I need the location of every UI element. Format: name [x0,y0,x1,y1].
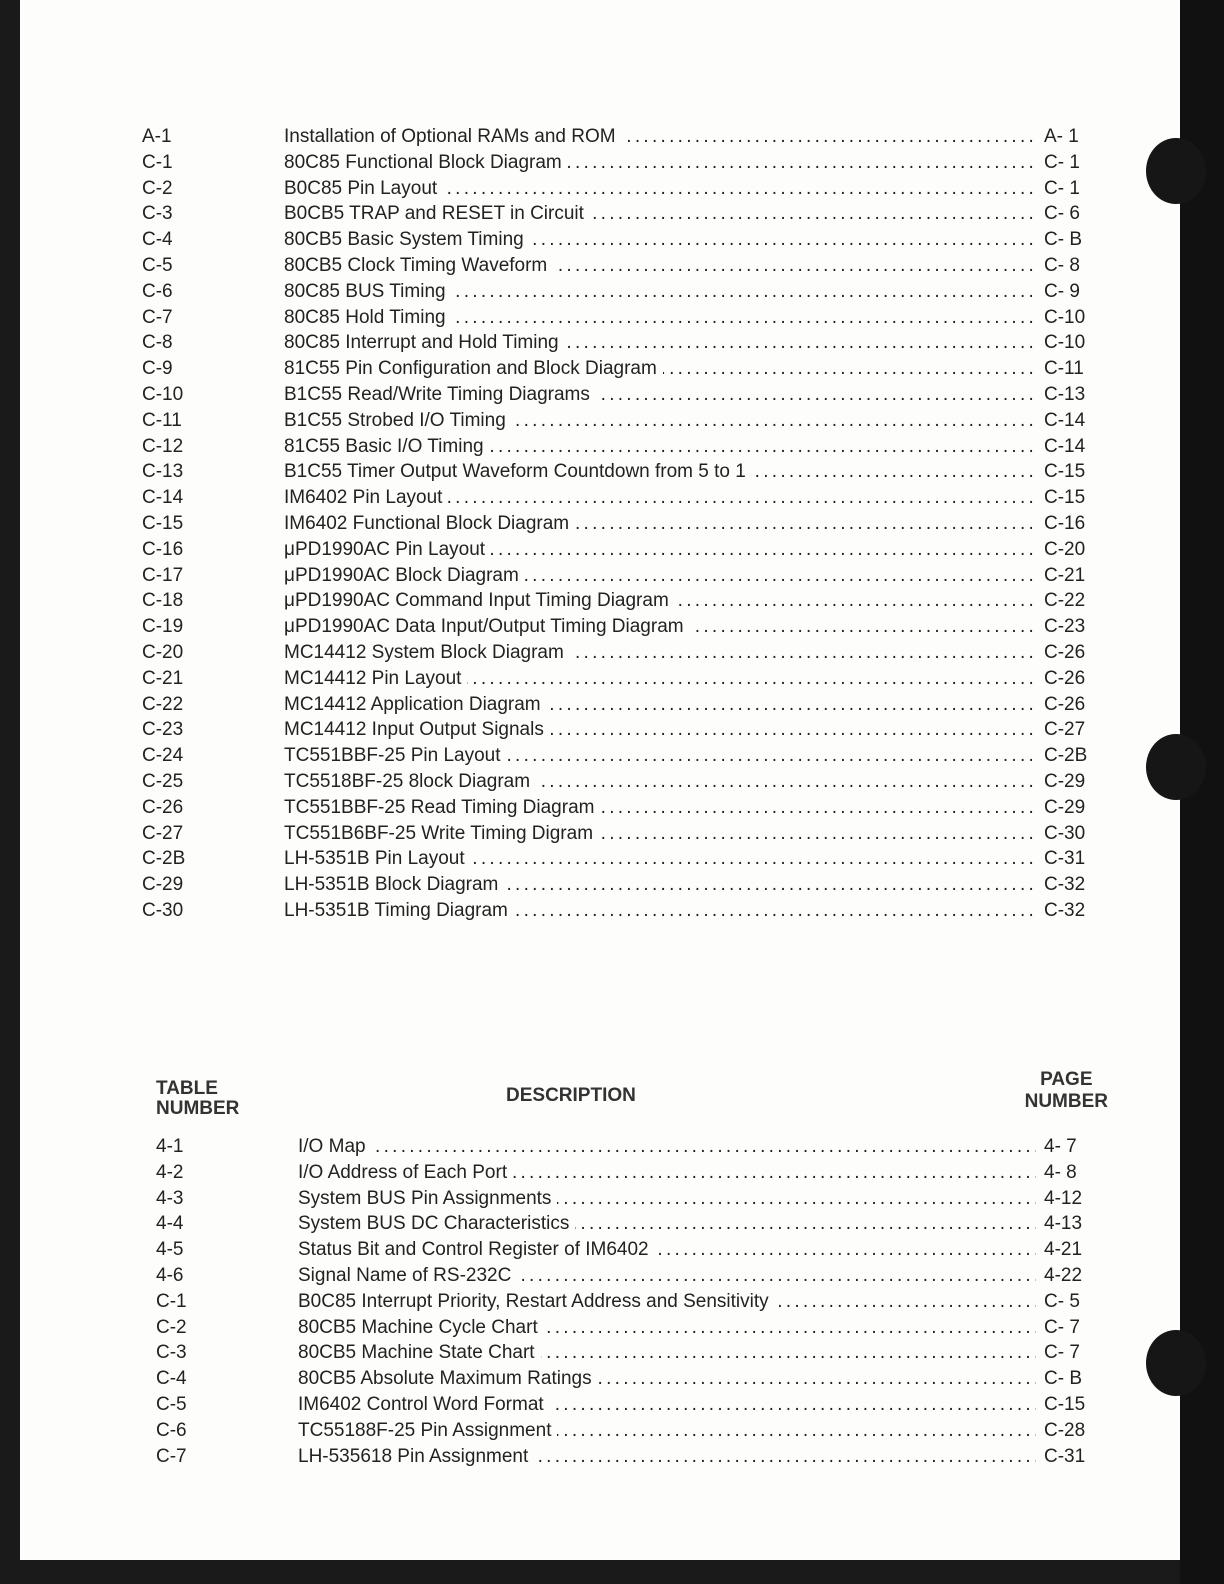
figure-entry [142,692,1108,718]
entry-page-number: C-14 [1044,435,1086,457]
entry-page-number: C-27 [1044,719,1086,741]
table-number-heading: TABLE NUMBER [156,1078,240,1119]
entry-number: C-21 [142,667,184,689]
figure-entry [142,614,1108,640]
table-entry [156,1340,1108,1366]
entry-number: 4-4 [156,1213,184,1235]
figure-entry [142,640,1108,666]
figure-entry [142,563,1108,589]
entry-page-number: C-28 [1044,1419,1086,1441]
entry-number: C-6 [156,1419,187,1441]
entry-number: C-30 [142,899,184,921]
entry-number: C-2B [142,848,186,870]
figure-entry [142,305,1108,331]
entry-description: IM6402 Pin Layout . . . [284,485,1036,511]
entry-description: TC551B6BF-25 Write Timing Digram . . . [284,821,1036,847]
entry-number: C-26 [142,796,184,818]
entry-description: B0C85 Interrupt Priority, Restart Address and Sensitivity . . . [298,1289,1036,1315]
entry-number: A-1 [142,126,172,147]
entry-page-number: C-14 [1044,409,1086,431]
entry-number: C-18 [142,590,184,612]
table-entry [156,1160,1108,1186]
table-entry [156,1366,1108,1392]
table-entry [156,1315,1108,1341]
figure-entry [142,588,1108,614]
entry-number: C-7 [156,1445,187,1467]
entry-page-number: C- 9 [1044,280,1080,302]
entry-page-number: C-20 [1044,538,1086,560]
figure-entry [142,769,1108,795]
entry-number: C-1 [142,151,173,173]
entry-number: 4-6 [156,1264,184,1286]
entry-page-number: C-31 [1044,1445,1086,1467]
entry-page-number: C-30 [1044,822,1086,844]
list-of-figures [142,124,1108,924]
entry-description: 80C85 BUS Timing . . . [284,279,1036,305]
entry-description: TC5518BF-25 8lock Diagram . . . [284,769,1036,795]
entry-number: C-20 [142,641,184,663]
entry-description: LH-5351B Pin Layout . . . [284,846,1036,872]
figure-entry [142,795,1108,821]
entry-page-number: C-11 [1044,358,1084,380]
figure-entry [142,821,1108,847]
entry-description: 80CB5 Basic System Timing . . . [284,227,1036,253]
entry-number: C-5 [142,254,173,276]
figure-entry [142,511,1108,537]
figure-entry [142,253,1108,279]
entry-page-number: C- 6 [1044,203,1080,225]
entry-description: MC14412 Pin Layout . . . [284,666,1036,692]
figure-entry [142,872,1108,898]
entry-description: LH-535618 Pin Assignment . . . [298,1444,1036,1470]
entry-page-number: 4- 7 [1044,1136,1077,1157]
entry-page-number: C- 1 [1044,177,1080,199]
figure-entry [142,537,1108,563]
entry-page-number: C-10 [1044,306,1086,328]
entry-description: System BUS DC Characteristics . . . [298,1211,1036,1237]
figure-entry [142,382,1108,408]
entry-page-number: C-32 [1044,874,1086,896]
entry-description: Signal Name of RS-232C . . . [298,1263,1036,1289]
entry-description: μPD1990AC Command Input Timing Diagram . . . [284,588,1036,614]
entry-description: TC55188F-25 Pin Assignment . . . [298,1418,1036,1444]
entry-description: I/O Address of Each Port . . . [298,1160,1036,1186]
figure-entry [142,124,1108,150]
entry-description: 80CB5 Absolute Maximum Ratings . . . [298,1366,1036,1392]
entry-page-number: C- 7 [1044,1316,1080,1338]
entry-description: System BUS Pin Assignments . . . [298,1186,1036,1212]
entry-number: 4-2 [156,1161,184,1183]
entry-description: B1C55 Read/Write Timing Diagrams . . . [284,382,1036,408]
figure-entry [142,176,1108,202]
entry-page-number: C- 1 [1044,151,1080,173]
entry-description: 80CB5 Clock Timing Waveform . . . [284,253,1036,279]
entry-number: C-7 [142,306,173,328]
table-list-header [156,1069,1108,1125]
figure-entry [142,279,1108,305]
entry-number: C-2 [142,177,173,199]
entry-number: C-15 [142,512,184,534]
entry-number: C-23 [142,719,184,741]
figure-entry [142,201,1108,227]
entry-number: 4-1 [156,1136,184,1157]
entry-page-number: C- 7 [1044,1342,1080,1364]
entry-description: B0CB5 TRAP and RESET in Circuit . . . [284,201,1036,227]
page-number-heading: PAGE NUMBER [1024,1069,1108,1112]
entry-description: Installation of Optional RAMs and ROM . . . [284,124,1036,150]
entry-description: MC14412 Input Output Signals . . . [284,717,1036,743]
entry-description: 81C55 Pin Configuration and Block Diagram . . . [284,356,1036,382]
entry-number: C-3 [142,203,173,225]
binder-hole [1146,138,1206,204]
entry-description: Status Bit and Control Register of IM6402 . . . [298,1237,1036,1263]
entry-description: MC14412 Application Diagram . . . [284,692,1036,718]
entry-number: C-6 [142,280,173,302]
entry-page-number: C- 8 [1044,254,1080,276]
entry-page-number: A- 1 [1044,126,1079,147]
entry-description: 80C85 Hold Timing . . . [284,305,1036,331]
entry-page-number: 4-13 [1044,1213,1083,1235]
entry-description: μPD1990AC Data Input/Output Timing Diagram . . . [284,614,1036,640]
table-entry [156,1263,1108,1289]
entry-description: 80C85 Functional Block Diagram . . . [284,150,1036,176]
entry-description: IM6402 Control Word Format . . . [298,1392,1036,1418]
figure-entry [142,717,1108,743]
table-entry [156,1186,1108,1212]
figure-entry [142,408,1108,434]
figure-entry [142,330,1108,356]
entry-number: C-22 [142,693,184,715]
entry-description: μPD1990AC Pin Layout . . . [284,537,1036,563]
entry-number: C-3 [156,1342,187,1364]
figure-entry [142,434,1108,460]
entry-description: MC14412 System Block Diagram . . . [284,640,1036,666]
entry-number: C-4 [156,1368,187,1390]
entry-number: C-1 [156,1290,187,1312]
entry-page-number: 4-22 [1044,1264,1083,1286]
entry-page-number: C- 5 [1044,1290,1080,1312]
entry-number: C-8 [142,332,173,354]
entry-page-number: C-29 [1044,796,1086,818]
entry-number: 4-3 [156,1187,184,1209]
entry-number: C-13 [142,461,184,483]
figure-entry [142,846,1108,872]
entry-page-number: C-15 [1044,487,1086,509]
entry-description: 80CB5 Machine Cycle Chart . . . [298,1315,1036,1341]
entry-description: LH-5351B Block Diagram . . . [284,872,1036,898]
entry-page-number: C-15 [1044,1393,1086,1415]
entry-description: 80C85 Interrupt and Hold Timing . . . [284,330,1036,356]
entry-page-number: C- B [1044,229,1082,251]
table-entry [156,1289,1108,1315]
entry-page-number: C- B [1044,1368,1082,1390]
binder-hole [1146,734,1206,800]
entry-number: C-9 [142,358,173,380]
list-of-tables [156,1134,1108,1469]
table-entry [156,1418,1108,1444]
entry-description: B1C55 Strobed I/O Timing . . . [284,408,1036,434]
entry-number: C-14 [142,487,184,509]
entry-description: B0C85 Pin Layout . . . [284,176,1036,202]
entry-page-number: C-10 [1044,332,1086,354]
entry-number: C-19 [142,616,184,638]
entry-page-number: C-26 [1044,693,1086,715]
entry-page-number: 4-12 [1044,1187,1083,1209]
entry-description: μPD1990AC Block Diagram . . . [284,563,1036,589]
table-entry [156,1444,1108,1470]
entry-description: I/O Map . . . [298,1134,1036,1160]
entry-description: B1C55 Timer Output Waveform Countdown from 5 to 1 . . . [284,459,1036,485]
entry-number: C-11 [142,409,182,431]
entry-number: C-4 [142,229,173,251]
entry-page-number: C-13 [1044,383,1086,405]
entry-page-number: C-26 [1044,667,1086,689]
entry-page-number: C-2B [1044,745,1088,767]
table-entry [156,1211,1108,1237]
figure-entry [142,485,1108,511]
table-entry [156,1392,1108,1418]
entry-number: C-24 [142,745,184,767]
entry-number: C-29 [142,874,184,896]
entry-description: IM6402 Functional Block Diagram . . . [284,511,1036,537]
entry-number: C-5 [156,1393,187,1415]
figure-entry [142,227,1108,253]
figure-entry [142,898,1108,924]
entry-page-number: C-32 [1044,899,1086,921]
entry-number: C-27 [142,822,184,844]
figure-entry [142,666,1108,692]
table-entry [156,1134,1108,1160]
entry-page-number: C-29 [1044,770,1086,792]
entry-description: 80CB5 Machine State Chart . . . [298,1340,1036,1366]
description-heading: DESCRIPTION [506,1085,636,1106]
entry-page-number: 4-21 [1044,1239,1083,1261]
entry-number: 4-5 [156,1239,184,1261]
entry-number: C-12 [142,435,184,457]
figure-entry [142,743,1108,769]
entry-page-number: C-23 [1044,616,1086,638]
entry-page-number: C-16 [1044,512,1086,534]
entry-description: TC551BBF-25 Pin Layout . . . [284,743,1036,769]
figure-entry [142,459,1108,485]
entry-page-number: C-31 [1044,848,1086,870]
entry-number: C-10 [142,383,184,405]
entry-number: C-2 [156,1316,187,1338]
entry-number: C-25 [142,770,184,792]
entry-description: 81C55 Basic I/O Timing . . . [284,434,1036,460]
entry-page-number: C-21 [1044,564,1086,586]
figure-entry [142,356,1108,382]
table-entry [156,1237,1108,1263]
binder-hole [1146,1330,1206,1396]
figure-entry [142,150,1108,176]
entry-page-number: C-15 [1044,461,1086,483]
entry-number: C-16 [142,538,184,560]
entry-description: LH-5351B Timing Diagram . . . [284,898,1036,924]
entry-description: TC551BBF-25 Read Timing Diagram . . . [284,795,1036,821]
entry-page-number: C-22 [1044,590,1086,612]
entry-number: C-17 [142,564,184,586]
entry-page-number: 4- 8 [1044,1161,1077,1183]
entry-page-number: C-26 [1044,641,1086,663]
